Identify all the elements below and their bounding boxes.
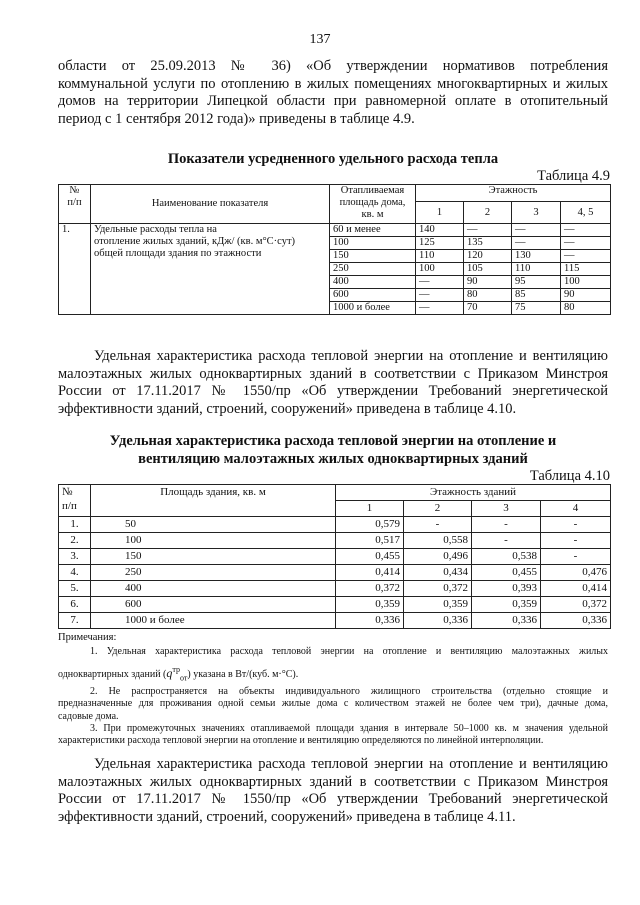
value-cell: 0,372 <box>541 597 611 613</box>
value-cell: - <box>472 533 541 549</box>
value-cell: 80 <box>561 302 611 315</box>
value-cell: 0,455 <box>472 565 541 581</box>
value-cell: — <box>512 224 561 237</box>
text-line: эффективности зданий, строений, сооружений» приведена в таблице 4.11. <box>58 808 516 825</box>
header-floors: Этажность <box>416 185 611 202</box>
text-line: характеристики расхода тепловой энергии на отопление и вентиляцию определяются по линейной интерполяции. <box>58 735 544 747</box>
header-floor-col: 4 <box>541 501 611 517</box>
value-cell: — <box>416 276 464 289</box>
area-cell: 100 <box>91 533 336 549</box>
table-4-10-title: Удельная характеристика расхода тепловой энергии на отопление и вентиляцию малоэтажных жилых одноквартирных зданий <box>109 433 557 467</box>
value-cell: 0,558 <box>404 533 472 549</box>
area-cell: 1000 и более <box>91 613 336 629</box>
header-floor-col: 4, 5 <box>561 202 611 224</box>
header-floor-col: 3 <box>472 501 541 517</box>
text-line: России от 17.11.2017 № 1550/пр «Об утверждении Требований энергетической <box>58 791 608 808</box>
header-floor-col: 3 <box>512 202 561 224</box>
text-line: одноквартирных зданий $(q^{тр}_{от})$ указана в Вт/(куб. м·°С). <box>58 665 299 683</box>
text-line: Удельная характеристика расхода тепловой энергии на отопление и вентиляцию <box>94 348 608 364</box>
value-cell: 90 <box>561 289 611 302</box>
value-cell: - <box>541 533 611 549</box>
value-cell: 130 <box>512 250 561 263</box>
value-cell: 115 <box>561 263 611 276</box>
text-line: Удельная характеристика расхода тепловой энергии на отопление и вентиляцию <box>94 756 608 772</box>
table-4-10 <box>58 484 611 629</box>
row-num: 1. <box>59 224 91 315</box>
notes-header: Примечания: <box>58 632 117 643</box>
area-cell: 100 <box>330 237 416 250</box>
area-cell: 400 <box>330 276 416 289</box>
table-row <box>59 565 611 581</box>
value-cell: 110 <box>512 263 561 276</box>
value-cell: — <box>512 237 561 250</box>
text-line: малоэтажных жилых одноквартирных зданий в соответствии с Приказом Минстроя <box>58 365 608 382</box>
value-cell: 0,359 <box>472 597 541 613</box>
row-num: 4. <box>59 565 91 581</box>
value-cell: 100 <box>561 276 611 289</box>
value-cell: 0,496 <box>404 549 472 565</box>
area-cell: 250 <box>91 565 336 581</box>
value-cell: 0,393 <box>472 581 541 597</box>
area-cell: 250 <box>330 263 416 276</box>
text-line: домов на территории Липецкой области при равномерной оплате в отопительный <box>58 93 608 110</box>
table-4-9-caption: Таблица 4.9 <box>537 168 610 184</box>
table-4-10-caption: Таблица 4.10 <box>529 468 610 484</box>
row-num: 3. <box>59 549 91 565</box>
table-row <box>59 224 611 237</box>
area-cell: 150 <box>330 250 416 263</box>
value-cell: 0,336 <box>541 613 611 629</box>
area-cell: 600 <box>330 289 416 302</box>
text-line: период с 1 сентября 2012 года)» приведены в таблице 4.9. <box>58 110 415 127</box>
table-row <box>59 597 611 613</box>
value-cell: 0,455 <box>336 549 404 565</box>
value-cell: — <box>416 302 464 315</box>
value-cell: 85 <box>512 289 561 302</box>
formula-q-symbol: $q^{тр}_{от}$ <box>166 665 188 683</box>
row-num: 7. <box>59 613 91 629</box>
value-cell: 140 <box>416 224 464 237</box>
header-num: № п/п <box>59 485 91 517</box>
area-cell: 400 <box>91 581 336 597</box>
value-cell: 110 <box>416 250 464 263</box>
paragraph-intro <box>58 58 608 128</box>
text-line: 3. При промежуточных значениях отапливаемой площади здания в интервале 50–1000 кв. м значения удельной <box>90 723 608 734</box>
header-area: Площадь здания, кв. м <box>91 485 336 517</box>
row-num: 2. <box>59 533 91 549</box>
table-row <box>59 517 611 533</box>
table-row <box>59 549 611 565</box>
page-number: 137 <box>309 32 331 47</box>
value-cell: 105 <box>464 263 512 276</box>
value-cell: 0,372 <box>404 581 472 597</box>
value-cell: - <box>472 517 541 533</box>
value-cell: — <box>561 250 611 263</box>
table-row <box>59 613 611 629</box>
value-cell: — <box>416 289 464 302</box>
value-cell: — <box>561 224 611 237</box>
table-row <box>59 533 611 549</box>
value-cell: 0,414 <box>541 581 611 597</box>
text-line: эффективности зданий, строений, сооружений» приведена в таблице 4.10. <box>58 400 517 417</box>
value-cell: 0,476 <box>541 565 611 581</box>
header-floor-col: 1 <box>416 202 464 224</box>
text-line: коммунальной услуги по отоплению в жилых помещениях многоквартирных и жилых <box>58 75 608 92</box>
text-line: малоэтажных жилых одноквартирных зданий в соответствии с Приказом Минстроя <box>58 773 608 790</box>
paragraph-table-4-10-intro <box>58 348 608 418</box>
header-area: Отапливаемая площадь дома, кв. м <box>330 185 416 224</box>
value-cell: 0,336 <box>336 613 404 629</box>
row-num: 6. <box>59 597 91 613</box>
header-num: № п/п <box>59 185 91 224</box>
header-floor-col: 2 <box>404 501 472 517</box>
text-line: садовые дома. <box>58 710 119 722</box>
value-cell: 75 <box>512 302 561 315</box>
value-cell: 90 <box>464 276 512 289</box>
value-cell: 0,579 <box>336 517 404 533</box>
value-cell: 100 <box>416 263 464 276</box>
value-cell: 0,359 <box>336 597 404 613</box>
value-cell: — <box>561 237 611 250</box>
value-cell: 80 <box>464 289 512 302</box>
value-cell: - <box>404 517 472 533</box>
value-cell: 120 <box>464 250 512 263</box>
value-cell: 0,434 <box>404 565 472 581</box>
area-cell: 1000 и более <box>330 302 416 315</box>
row-num: 1. <box>59 517 91 533</box>
header-floor-col: 1 <box>336 501 404 517</box>
value-cell: 135 <box>464 237 512 250</box>
text-line: 1. Удельная характеристика расхода тепловой энергии на отопление и вентиляцию малоэтажных жилых <box>90 646 608 657</box>
area-cell: 600 <box>91 597 336 613</box>
value-cell: — <box>464 224 512 237</box>
table-4-9 <box>58 184 611 315</box>
value-cell: 125 <box>416 237 464 250</box>
value-cell: - <box>541 517 611 533</box>
area-cell: 50 <box>91 517 336 533</box>
value-cell: 0,538 <box>472 549 541 565</box>
text-line: предназначенные для проживания одной семьи жилые дома с количеством этажей не более чем три), дачные дома, <box>58 698 608 710</box>
paragraph-table-4-11-intro <box>58 756 608 826</box>
text-line: области от 25.09.2013 № 36) «Об утверждении нормативов потребления <box>58 58 608 74</box>
table-row <box>59 581 611 597</box>
value-cell: 0,336 <box>472 613 541 629</box>
value-cell: 0,414 <box>336 565 404 581</box>
note-2 <box>58 686 608 723</box>
value-cell: 0,372 <box>336 581 404 597</box>
value-cell: 70 <box>464 302 512 315</box>
row-num: 5. <box>59 581 91 597</box>
text-line: 2. Не распространяется на объекты индивидуального жилищного строительства (отдельно стоящие и <box>90 686 608 697</box>
value-cell: 95 <box>512 276 561 289</box>
value-cell: - <box>541 549 611 565</box>
row-name: Удельные расходы тепла на отопление жилых зданий, кДж/ (кв. м°С·сут) общей площади здания по этажности <box>91 224 330 315</box>
note-3 <box>58 723 608 748</box>
header-name: Наименование показателя <box>91 185 330 224</box>
header-floors: Этажность зданий <box>336 485 611 501</box>
text-line: России от 17.11.2017 № 1550/пр «Об утверждении Требований энергетической <box>58 383 608 400</box>
table-4-9-title: Показатели усредненного удельного расхода тепла <box>167 151 499 167</box>
area-cell: 150 <box>91 549 336 565</box>
area-cell: 60 и менее <box>330 224 416 237</box>
value-cell: 0,359 <box>404 597 472 613</box>
value-cell: 0,336 <box>404 613 472 629</box>
header-floor-col: 2 <box>464 202 512 224</box>
value-cell: 0,517 <box>336 533 404 549</box>
note-1 <box>58 646 608 685</box>
